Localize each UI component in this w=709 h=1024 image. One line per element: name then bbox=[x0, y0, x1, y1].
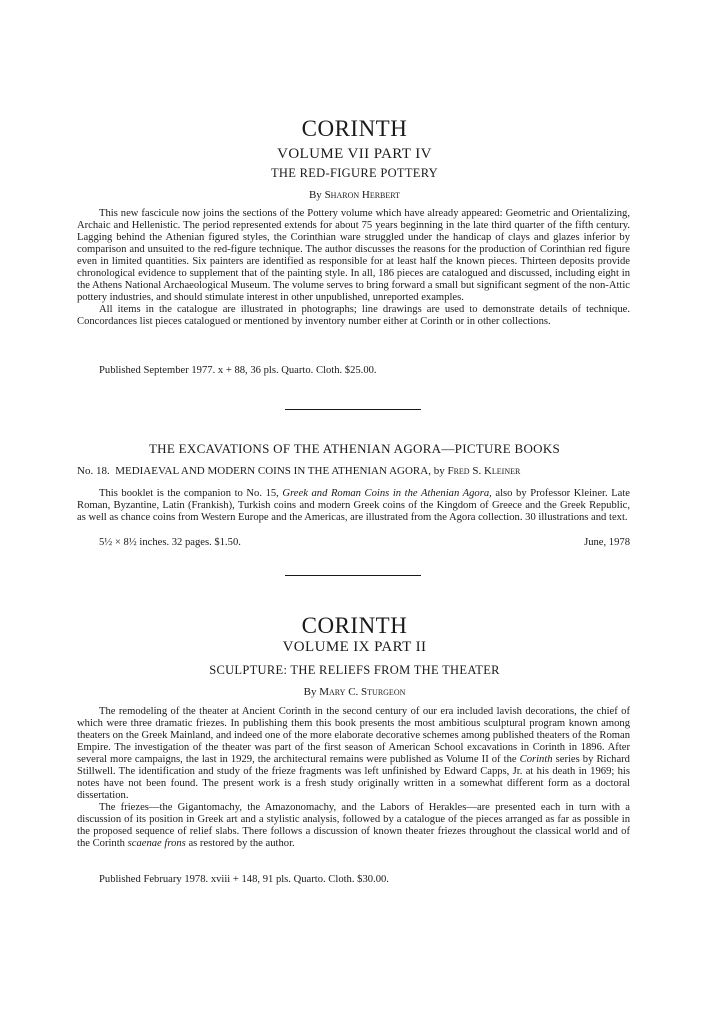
entry1-body bbox=[77, 208, 630, 328]
entry1-byline bbox=[0, 189, 709, 201]
entry2-specs: 5½ × 8½ inches. 32 pages. $1.50. bbox=[99, 537, 241, 548]
entry1-subtitle: THE RED-FIGURE POTTERY bbox=[270, 166, 438, 180]
entry3-para2-italic: scaenae frons bbox=[127, 838, 186, 849]
entry3-paragraph-2 bbox=[77, 802, 630, 850]
entry1-published: Published September 1977. x + 88, 36 pls. Quarto. Cloth. $25.00. bbox=[99, 365, 377, 376]
entry2-author: Fred S. Kleiner bbox=[447, 465, 521, 477]
entry3-author: Mary C. Sturgeon bbox=[319, 686, 406, 698]
entry2-title: MEDIAEVAL AND MODERN COINS IN THE ATHENIAN AGORA, bbox=[115, 465, 431, 477]
entry2-para-italic: Greek and Roman Coins in the Athenian Agora, bbox=[282, 488, 492, 499]
entry3-para1-italic: Corinth bbox=[519, 754, 553, 765]
entry2-number: No. 18. bbox=[77, 465, 110, 477]
entry1-volume: VOLUME VII PART IV bbox=[277, 146, 432, 162]
entry2-body bbox=[77, 488, 630, 524]
entry3-para1-a: The remodeling of the theater at Ancient Corinth in the second century of our era included lavish decorations, the chief of which were three dramatic friezes. In publishing them this book presents the most ambitious sculptural program known among theaters on the Greek Mainland, and indeed one of the more elaborate decorative schemes among published theaters of the Roman Empire. The investigation of the theater was part of the first season of American School excavations in Corinth in 1896. After several more campaigns, the last in 1929, the architectural remains were published as Volume II of the bbox=[77, 706, 630, 765]
entry3-published: Published February 1978. xviii + 148, 91 pls. Quarto. Cloth. $30.00. bbox=[99, 874, 389, 885]
entry1-by: By bbox=[308, 189, 322, 201]
entry1-title: CORINTH bbox=[301, 116, 408, 141]
entry3-body bbox=[77, 706, 630, 850]
entry1-author: Sharon Herbert bbox=[324, 189, 401, 201]
entry3-volume: VOLUME IX PART II bbox=[282, 639, 427, 655]
entry1-paragraph-1: This new fascicule now joins the sections of the Pottery volume which have already appeared: Geometric and Orientalizing, Archaic and Hellenistic. The period represented extends for about 75 years beginning in the late third quarter of the fifth century. Lagging behind the Athenian figured styles, the Corinthian ware struggled under the handicap of clays and glazes inferior by comparison and unsuited to the red-figure technique. The author discusses the reasons for the production of Corinthian red figure even in limited quantities. Six painters are identified as responsible for at least half the known pieces. Thirteen deposits provide chronological evidence to supplement that of the painting style. In all, 186 pieces are catalogued and discussed, including eight in the Athens National Archaeological Museum. The volume serves to bring forward a small but significant segment of the non-Attic pottery industries, and should stimulate interest in other unpublished, unreported examples. bbox=[77, 208, 630, 303]
entry2-date: June, 1978 bbox=[584, 537, 630, 548]
entry2-series: THE EXCAVATIONS OF THE ATHENIAN AGORA—PICTURE BOOKS bbox=[148, 441, 561, 456]
entry3-paragraph-1 bbox=[77, 706, 630, 802]
entry2-para-b: also by Professor Kleiner. Late Roman, Byzantine, Latin (Frankish), Turkish coins and modern Greek coins of the Kingdom of Greece and the Greek Republic, as well as chance coins from Western Europe and the Americas, are illustrated from the Agora collection. 30 illustrations and text. bbox=[77, 488, 631, 523]
divider-2 bbox=[285, 575, 421, 576]
entry1-paragraph-2: All items in the catalogue are illustrated in photographs; line drawings are used to demonstrate details of technique. Concordances list pieces catalogued or mentioned by inventory number either at Corinth or in other collections. bbox=[77, 304, 630, 327]
entry3-para1-b: series by Richard Stillwell. The identification and study of the frieze fragments was left unfinished by Edward Capps, Jr. at his death in 1969; his notes have not been found. The present work is a fresh study originally written in a somewhat different form as a doctoral dissertation. bbox=[77, 754, 630, 801]
entry2-heading bbox=[77, 465, 630, 477]
entry3-subtitle: SCULPTURE: THE RELIEFS FROM THE THEATER bbox=[209, 663, 500, 677]
divider-1 bbox=[285, 409, 421, 410]
entry2-paragraph bbox=[77, 488, 630, 524]
entry3-para2-b: as restored by the author. bbox=[188, 838, 295, 849]
entry3-by: By bbox=[303, 686, 317, 698]
entry3-para2-a: The friezes—the Gigantomachy, the Amazonomachy, and the Labors of Herakles—are presented each in turn with a discussion of its position in Greek art and a stylistic analysis, followed by a catalogue of the pieces arranged as far as possible in the proposed sequence of relief slabs. There follows a discussion of known theater friezes throughout the classical world and of the Corinth bbox=[77, 802, 630, 849]
entry2-para-a: This booklet is the companion to No. 15, bbox=[99, 488, 279, 499]
entry3-byline bbox=[0, 686, 709, 698]
entry3-title: CORINTH bbox=[301, 613, 408, 638]
entry2-by: by bbox=[433, 465, 445, 477]
